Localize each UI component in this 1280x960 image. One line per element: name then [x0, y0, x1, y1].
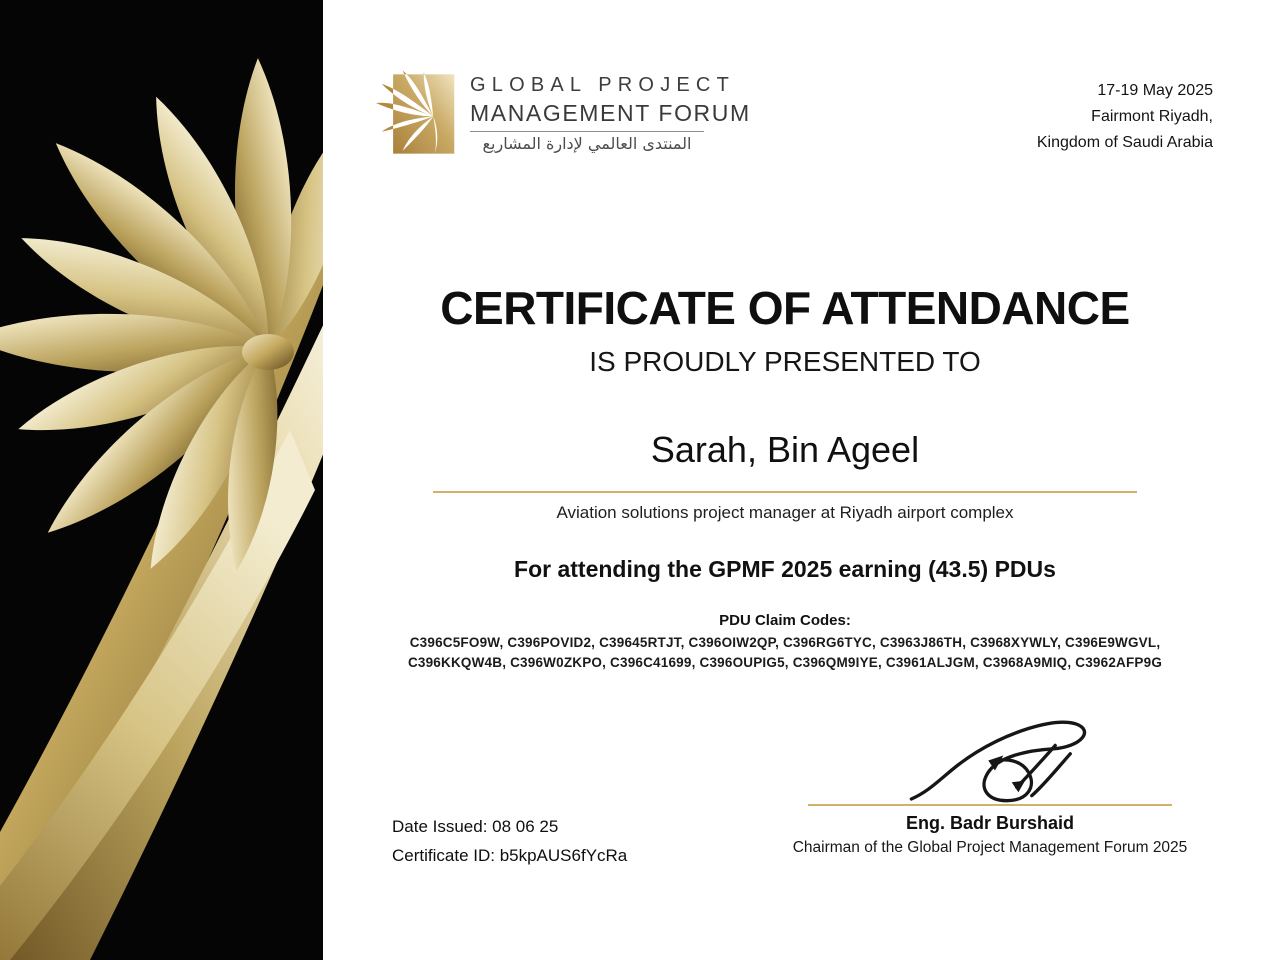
logo-line1: GLOBAL PROJECT [470, 74, 735, 96]
gold-palm-sculpture-image [0, 0, 323, 960]
event-country: Kingdom of Saudi Arabia [1036, 134, 1213, 151]
event-dates: 17-19 May 2025 [1097, 82, 1213, 99]
attendance-statement: For attending the GPMF 2025 earning (43.5) PDUs [514, 556, 1056, 582]
pdu-codes-line: C396C5FO9W, C396POVID2, C39645RTJT, C396OIW2QP, C396RG6TYC, C3963J86TH, C3968XYWLY, C396E9WGVL, [409, 635, 1161, 650]
event-venue: Fairmont Riyadh, [1091, 108, 1213, 125]
certificate-title: CERTIFICATE OF ATTENDANCE [440, 282, 1130, 334]
certificate-subtitle: IS PROUDLY PRESENTED TO [589, 346, 981, 377]
recipient-role: Aviation solutions project manager at Riyadh airport complex [556, 503, 1014, 522]
issuance-info [392, 812, 627, 870]
handwritten-signature [890, 712, 1110, 804]
pdu-codes-line: C396KKQW4B, C396W0ZKPO, C396C41699, C396OUPIG5, C396QM9IYE, C3961ALJGM, C3968A9MIQ, C3962AFP9G [407, 655, 1163, 670]
signatory-name: Eng. Badr Burshaid [905, 813, 1075, 833]
recipient-name: Sarah, Bin Ageel [650, 429, 920, 470]
date-issued: Date Issued: 08 06 25 [392, 817, 559, 836]
certificate-id: Certificate ID: b5kpAUS6fYcRa [392, 846, 628, 865]
gold-palm-sculpture [0, 0, 323, 960]
logo-line2: MANAGEMENT FORUM [470, 100, 751, 126]
signatory-title: Chairman of the Global Project Management Forum 2025 [792, 839, 1188, 856]
name-divider-line [433, 491, 1137, 493]
logo-arabic-text: المنتدى العالمي لإدارة المشاريع [482, 134, 692, 153]
signature-divider-line [808, 804, 1172, 806]
pdu-claim-codes-heading: PDU Claim Codes: [719, 612, 851, 629]
